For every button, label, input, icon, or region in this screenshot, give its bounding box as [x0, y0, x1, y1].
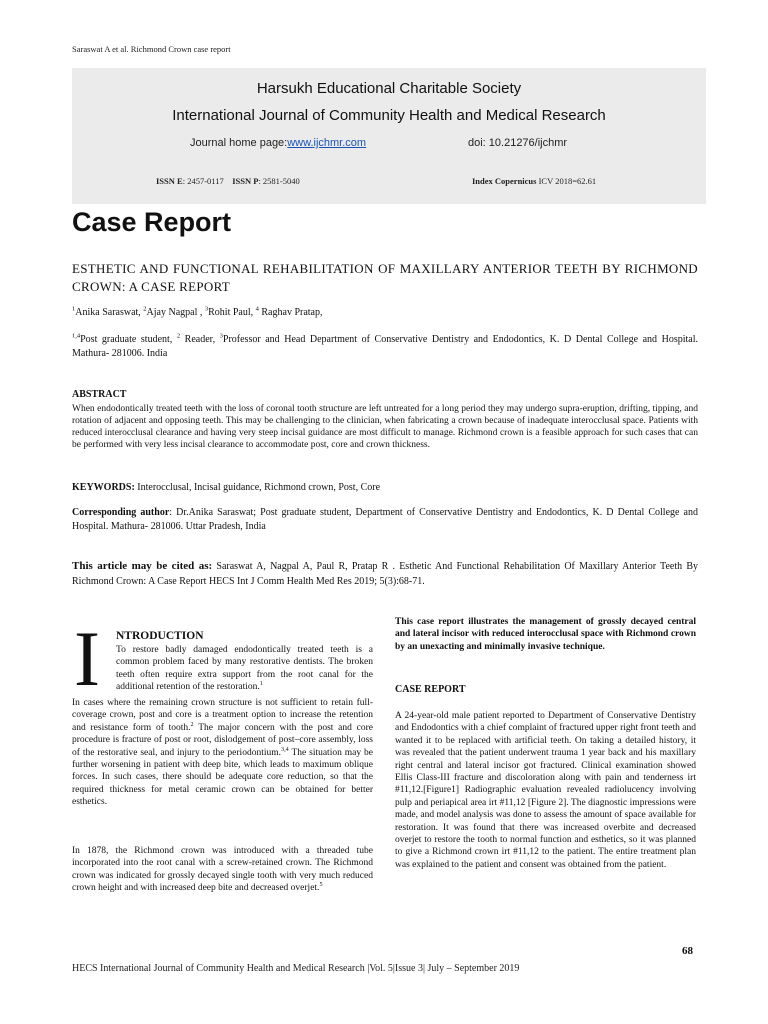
author-list — [72, 307, 322, 318]
index-label: Index Copernicus — [472, 176, 537, 186]
homepage — [190, 137, 366, 149]
intro-text: In 1878, the Richmond crown was introduced with a threaded tube incorporated into the root canal with a screw-retained crown. The Richmond crown was indicated for grossly decayed single tooth with very much reduced crown height and with increased deep bite and decreased overjet. — [72, 846, 373, 894]
intro-first-lines — [116, 644, 373, 694]
case-summary: This case report illustrates the management of grossly decayed central and lateral incisor with reduced interocclusal space with Richmond crown by an unexacting and minimally invasive technique. — [395, 617, 696, 652]
citation-sup: 3,4 — [281, 746, 289, 753]
issn-e-value: : 2457-0117 — [182, 176, 224, 186]
citation — [72, 559, 698, 589]
intro-text: To restore badly damaged endodontically treated teeth is a common problem faced by many restorative dentists. The broken teeth often require extra support from the root canal for the additional retention of the restoration. — [116, 645, 373, 693]
corresponding-author — [72, 506, 698, 534]
journal-name: International Journal of Community Health and Medical Research — [172, 107, 606, 124]
author-sup: 3 — [204, 305, 209, 313]
doi: doi: 10.21276/ijchmr — [468, 137, 568, 149]
affil-sup: 3 — [219, 332, 223, 340]
affil-text: Professor and Head Department of Conservative Dentistry and Endodontics, K. D Dental College and Hospital. Mathura- 281006. India — [72, 334, 698, 359]
society-name: Harsukh Educational Charitable Society — [256, 80, 522, 97]
case-report-heading: CASE REPORT — [395, 684, 466, 695]
corresponding-text: : Dr.Anika Saraswat; Post graduate student, Department of Conservative Dentistry and Endodontics, K. D Dental College and Hospital. Mathura- 281006. Uttar Pradesh, India — [72, 507, 698, 532]
article-title: ESTHETIC AND FUNCTIONAL REHABILITATION OF MAXILLARY ANTERIOR TEETH BY RICHMOND CROWN: A CASE REPORT — [72, 261, 698, 294]
issn — [156, 176, 300, 186]
keywords — [72, 482, 380, 493]
affil-text: Reader, — [180, 334, 220, 345]
homepage-label: Journal home page: — [190, 137, 288, 149]
citation-label: This article may be cited as: — [72, 560, 213, 572]
intro-text: In cases where the remaining crown structure is not sufficient to retain full-coverage crown, post and core is a treatment option to increase the retention and resistance form of tooth. — [72, 698, 373, 733]
intro-text: The major concern with the post and core procedure is fracture of post or root, dislodgement of post–core assembly, loss of the restorative seal, and injury to the periodontium. — [72, 722, 374, 758]
citation-sup: 5 — [319, 882, 323, 889]
introduction-heading: NTRODUCTION — [116, 630, 204, 642]
author-name: Raghav Pratap, — [258, 307, 323, 318]
affil-text: Post graduate student, — [80, 334, 177, 345]
intro-text: The situation may be further worsening in patient with deep bite, which leads to maximum oblique forces. In such cases, there should be adequate core reduction, so that the required thickness for metal ceramic crown can be obtained for better esthetics. — [72, 747, 373, 808]
page-footer: HECS International Journal of Community Health and Medical Research |Vol. 5|Issue 3| July – September 2019 — [72, 963, 520, 974]
section-label: Case Report — [72, 207, 232, 237]
page-number: 68 — [682, 945, 693, 957]
journal-banner — [72, 68, 706, 204]
affiliation — [72, 333, 698, 361]
citation-text: Saraswat A, Nagpal A, Paul R, Pratap R . Esthetic And Functional Rehabilitation Of Maxillary Anterior Teeth By Richmond Crown: A Case Report HECS Int J Comm Health Med Res 2019; 5(3):68-71. — [72, 561, 698, 587]
author-sup: 2 — [143, 305, 147, 313]
case-report-body: A 24-year-old male patient reported to Department of Conservative Dentistry and Endodontics with a chief complaint of fractured upper right front teeth and wanted it to be replaced with artificial teeth. On taking a detailed history, it was revealed that the patient underwent trauma 1 year back and his maxillary right central and lateral incisor got fractured. Clinical examination showed Ellis Class-III fracture and discoloration along with pain and tenderness irt #11,12.[Figure1] Radiographic evaluation revealed radiolucency involving pulp and periapical area irt #11,12 [Figure 2]. The diagnostic impressions were made, and model analysis was done to assess the amount of space available for restoration. It was found that there was increased overbite and decreased overjet to restore the tooth to normal function and esthetics, so it was planned to give a Richmond crown irt #11,12 to the patient. The entire treatment plan was explained to the patient and consent was obtained from the patient. — [395, 711, 696, 870]
homepage-link[interactable]: www.ijchmr.com — [287, 137, 367, 149]
drop-cap: I — [74, 615, 100, 702]
intro-paragraph — [72, 697, 373, 809]
issn-e-label: ISSN E — [156, 176, 183, 186]
author-sup: 1 — [72, 305, 76, 313]
running-header: Saraswat A et al. Richmond Crown case report — [72, 44, 231, 54]
citation-sup: 2 — [190, 721, 194, 728]
index-value: ICV 2018=62.61 — [536, 176, 597, 186]
affil-sup: 1,4 — [72, 332, 81, 340]
affil-sup: 2 — [176, 332, 181, 340]
corresponding-label: Corresponding author — [72, 507, 170, 518]
abstract-heading: ABSTRACT — [72, 389, 127, 400]
issn-p-label: ISSN P — [232, 176, 259, 186]
abstract-body: When endodontically treated teeth with the loss of coronal tooth structure are left untreated for a long period they may undergo supra-eruption, drifting, tipping, and rotation of adjacent and opposing teeth. This may be challenging to the clinician, when fabricating a crown because of inadequate interocclusal space. Patients with reduced interocclusal clearance and having very steep incisal guidance are most difficult to manage. Richmond crown is a feasible approach for such cases that can be performed with very less incisal clearance to accommodate post, core and crown thickness. — [72, 404, 698, 450]
keywords-label: KEYWORDS: — [72, 482, 135, 493]
author-name: Rohit Paul, — [208, 307, 256, 318]
citation-sup: 1 — [259, 681, 263, 688]
author-name: Anika Saraswat, — [75, 307, 144, 318]
issn-p-value: : 2581-5040 — [258, 176, 300, 186]
author-sup: 4 — [255, 305, 259, 313]
index-copernicus — [472, 176, 596, 186]
author-name: Ajay Nagpal , — [146, 307, 205, 318]
keywords-text: Interocclusal, Incisal guidance, Richmond crown, Post, Core — [134, 482, 381, 493]
intro-paragraph-2 — [72, 845, 373, 895]
